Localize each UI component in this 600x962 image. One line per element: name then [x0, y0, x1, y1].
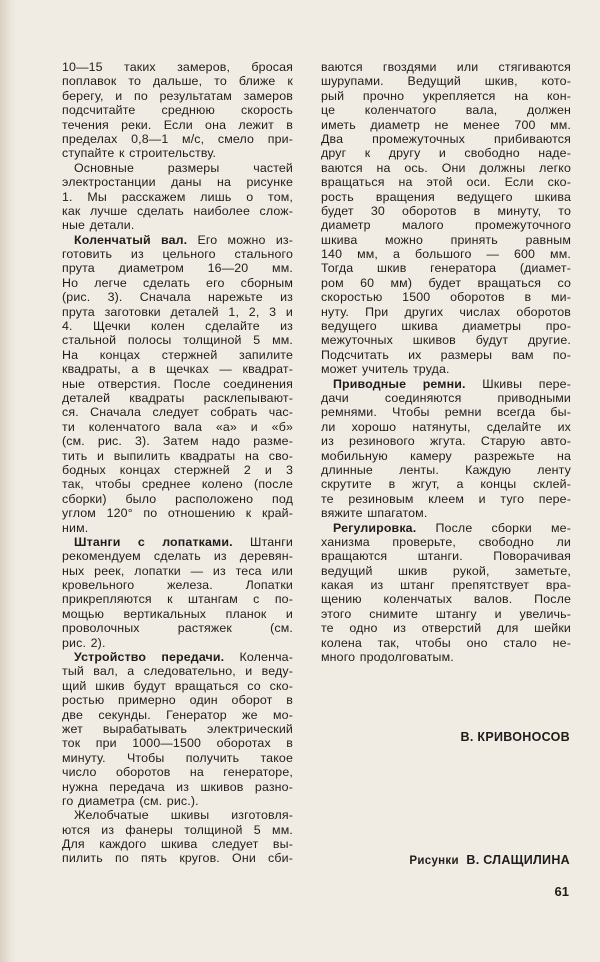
text-line: какая из штанг препятствует вра-	[321, 578, 571, 593]
text-line: много продолговатым.	[321, 650, 454, 665]
text-line: щий шкив будут вращаться со ско-	[62, 678, 293, 693]
text-line: Два промежуточных прибиваются	[321, 131, 571, 146]
paragraph	[62, 161, 293, 233]
section-heading: Регулировка.	[333, 520, 417, 535]
paragraph	[62, 808, 293, 866]
text-line	[62, 233, 293, 247]
text-line	[321, 377, 571, 391]
text-line: рость вращения ведущего шкива	[321, 189, 571, 204]
text-line: дачи соединяются приводными	[321, 390, 571, 405]
text-line: межуточных шкивов будут другие.	[321, 333, 571, 348]
text-line: бодных концах стержней 2 и 3	[62, 462, 293, 477]
section-heading: Приводные ремни.	[333, 376, 466, 391]
text-line: 140 мм, а большого — 600 мм.	[321, 247, 571, 262]
text-line	[62, 650, 293, 664]
text-line: ных реек, лопатки — из теса или	[62, 563, 293, 578]
text-run: Его можно из-	[187, 232, 293, 247]
text-line: ные отверстия. После соединения	[62, 376, 293, 391]
text-line: скоростью 1500 оборотов в ми-	[321, 290, 571, 305]
text-line: (см. рис. 3). Затем надо разме-	[62, 434, 293, 449]
text-line: нужна передача из шкивов разно-	[62, 779, 293, 794]
text-line: друг к другу и свободно наде-	[321, 146, 571, 161]
text-line: квадраты, а в щечках — квадрат-	[62, 362, 293, 377]
text-line: число оборотов на генераторе,	[62, 765, 293, 780]
illustration-credits	[409, 853, 570, 867]
text-line: Основные размеры частей	[74, 160, 293, 175]
text-line: ведущий шкив рукой, заметьте,	[321, 563, 571, 578]
text-line: иметь диаметр не менее 700 мм.	[321, 117, 571, 132]
text-line: (рис. 3). Сначала нарежьте из	[62, 290, 293, 305]
paragraph	[62, 535, 293, 650]
text-line: проволочных растяжек (см.	[62, 621, 293, 636]
text-line: ются из фанеры толщиной 5 мм.	[62, 822, 293, 837]
text-line: Но легче сделать его сборным	[62, 275, 293, 290]
text-line: диаметр малого промежуточного	[321, 218, 571, 233]
left-text-column	[62, 60, 293, 866]
text-line: 1. Мы расскажем лишь о том,	[62, 189, 293, 204]
page-binding-shadow	[0, 0, 16, 962]
text-line: ведущего шкива диаметры про-	[321, 319, 571, 334]
text-line: электростанции даны на рисунке	[62, 175, 293, 190]
section-heading: Штанги с лопатками.	[74, 534, 233, 549]
text-line: рекомендуем сделать из деревян-	[62, 549, 293, 564]
text-line: ваются гвоздями или стягиваются	[321, 60, 571, 74]
text-line: Желобчатые шкивы изготовля-	[74, 808, 293, 823]
text-line: длинные ленты. Каждую ленту	[321, 462, 571, 477]
paragraph	[321, 521, 571, 665]
text-line: прута диаметром 16—20 мм.	[62, 261, 293, 276]
text-run: Шкивы пере-	[465, 376, 571, 391]
author-signature: В. КРИВОНОСОВ	[460, 730, 570, 744]
text-line: тить и выпилить квадраты на сво-	[62, 448, 293, 463]
text-run: После сборки ме-	[416, 520, 571, 535]
credits-label: Рисунки	[409, 855, 459, 867]
text-line: этого снимите штангу и увеличь-	[321, 606, 571, 621]
text-line: пределах 0,8—1 м/с, смело при-	[62, 131, 293, 146]
text-line: стальной полосы толщиной 5 мм.	[62, 333, 293, 348]
text-line: ток при 1000—1500 оборотах в	[62, 736, 293, 751]
paragraph	[62, 60, 293, 161]
text-line: ханизма проверьте, свободно ли	[321, 534, 571, 549]
text-line: берегу, и по результатам замеров	[62, 88, 293, 103]
text-line: вращаться на этой оси. Если ско-	[321, 175, 571, 190]
text-line: шурупами. Ведущий шкив, кото-	[321, 74, 571, 89]
illustrator-name: В. СЛАЩИЛИНА	[466, 853, 570, 867]
text-line: ростью примерно один оборот в	[62, 693, 293, 708]
text-line: пилить по пять кругов. Они сби-	[62, 851, 293, 866]
text-line: щению коленчатых валов. После	[321, 592, 571, 607]
text-line: углом 120° по отношению к край-	[62, 506, 293, 521]
text-line: ремнями. Чтобы ремни всегда бы-	[321, 405, 571, 420]
text-line: Подсчитать их размеры вам по-	[321, 347, 571, 362]
text-line: ром 60 мм) будет вращаться со	[321, 275, 571, 290]
text-line: го диаметра (см. рис.).	[62, 793, 199, 808]
text-line: сборки) было расположено под	[62, 491, 293, 506]
paragraph	[62, 650, 293, 808]
text-line: течения реки. Если она лежит в	[62, 117, 293, 132]
text-run: Штанги	[232, 534, 293, 549]
paragraph	[321, 377, 571, 521]
text-line: те резиновым клеем и туго пере-	[321, 491, 571, 506]
text-line: прута заготовки деталей 1, 2, 3 и	[62, 304, 293, 319]
section-heading: Устройство передачи.	[74, 650, 225, 665]
text-line: поплавок то дальше, то ближе к	[62, 74, 293, 89]
right-text-column	[321, 60, 571, 664]
text-line: 4. Щечки колен сделайте из	[62, 319, 293, 334]
text-line: скрутите в жгут, а концы склей-	[321, 477, 571, 492]
paragraph	[62, 233, 293, 535]
text-line	[321, 521, 571, 535]
text-line: 10—15 таких замеров, бросая	[62, 60, 293, 74]
text-line: ся. Сначала следует собрать час-	[62, 405, 293, 420]
text-line: ные детали.	[62, 218, 135, 233]
text-line: мощью вертикальных планок и	[62, 606, 293, 621]
text-line: шкива можно принять равным	[321, 232, 571, 247]
text-line: деталей квадраты расклепывают-	[62, 390, 293, 405]
text-line: мобильную камеру разрежьте на	[321, 448, 571, 463]
text-line: Тогда шкив генератора (диамет-	[321, 261, 571, 276]
text-line: вращаются штанги. Поворачивая	[321, 549, 571, 564]
text-line: те одно из отверстий для шейки	[321, 621, 571, 636]
text-line	[62, 535, 293, 549]
text-line: готовить из цельного стального	[62, 247, 293, 262]
text-line: как лучше сделать наиболее слож-	[62, 203, 293, 218]
text-line: минуту. Чтобы получить такое	[62, 750, 293, 765]
text-line: так, чтобы среднее колено (после	[62, 477, 293, 492]
text-line: ступайте к строительству.	[62, 146, 217, 161]
text-run: Коленча-	[224, 650, 293, 665]
text-line: две секунды. Генератор же мо-	[62, 707, 293, 722]
text-line: нуту. При других числах оборотов	[321, 304, 571, 319]
text-line: На концах стержней запилите	[62, 347, 293, 362]
text-line: ним.	[62, 520, 89, 535]
text-line: может учитель труда.	[321, 362, 450, 377]
text-line: Для каждого шкива следует вы-	[62, 837, 293, 852]
text-line: колена так, чтобы оно стало не-	[321, 635, 571, 650]
text-line: жет вырабатывать электрический	[62, 721, 293, 736]
paragraph	[321, 60, 571, 377]
section-heading: Коленчатый вал.	[74, 232, 188, 247]
text-line: из резинового жгута. Старую авто-	[321, 434, 571, 449]
text-line: подсчитайте среднюю скорость	[62, 103, 293, 118]
text-line: рис. 2).	[62, 635, 106, 650]
text-line: прикрепляются к штангам с по-	[62, 592, 293, 607]
text-line: будет 30 оборотов в минуту, то	[321, 203, 571, 218]
text-line: тый вал, а следовательно, и веду-	[62, 664, 293, 679]
text-line: вяжите шпагатом.	[321, 506, 428, 521]
text-line: рый прочно укрепляется на кон-	[321, 88, 571, 103]
page-number: 61	[554, 884, 569, 899]
text-line: кровельного железа. Лопатки	[62, 578, 293, 593]
text-line: ти коленчатого вала «а» и «б»	[62, 419, 293, 434]
text-line: це коленчатого вала, должен	[321, 103, 571, 118]
text-line: ваются на ось. Они должны легко	[321, 160, 571, 175]
text-line: ли хорошо натянуты, сделайте их	[321, 419, 571, 434]
